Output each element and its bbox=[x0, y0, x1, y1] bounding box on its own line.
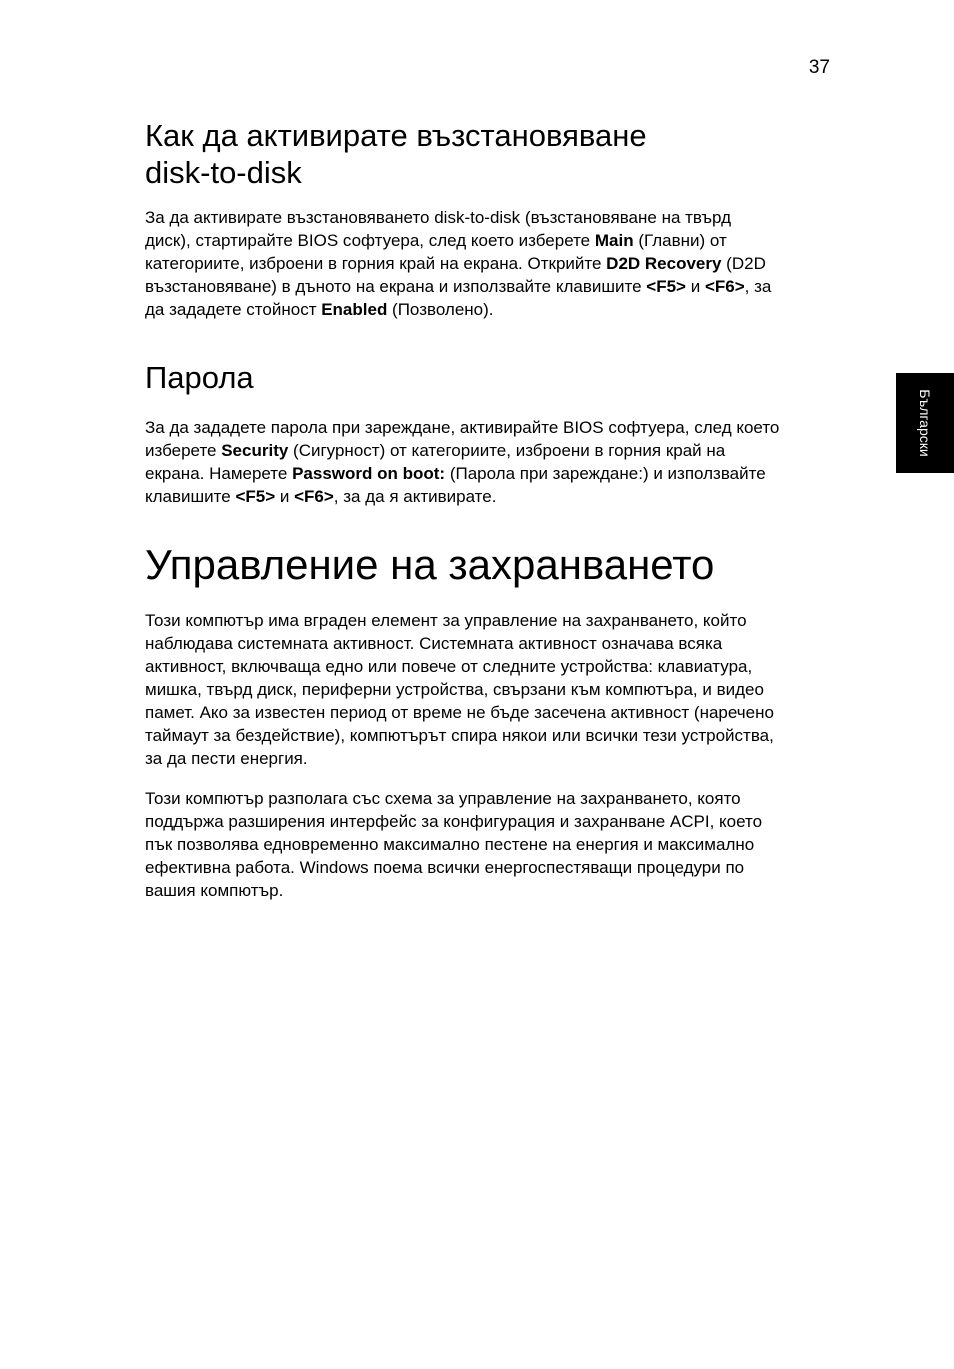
text-run: клавишите bbox=[145, 487, 236, 506]
paragraph-power-management-2 bbox=[145, 787, 762, 902]
bold-key-f5: <F5> bbox=[235, 487, 276, 506]
text-line: памет. Ако за известен период от време не бъде засечена активност (наречено bbox=[145, 703, 774, 722]
text-line: пък позволява едновременно максимално пестене на енергия и максимално bbox=[145, 835, 755, 854]
bold-term-password-on-boot: Password on boot: bbox=[292, 464, 446, 483]
text-run: диск), стартирайте BIOS софтуера, след което изберете bbox=[145, 231, 595, 250]
text-line: наблюдава системната активност. Системната активност означава всяка bbox=[145, 634, 723, 653]
text-line: вашия компютър. bbox=[145, 881, 284, 900]
paragraph-password bbox=[145, 416, 779, 508]
paragraph-power-management-1 bbox=[145, 609, 774, 770]
text-line: За да зададете парола при зареждане, активирайте BIOS софтуера, след което bbox=[145, 418, 780, 437]
text-line: мишка, твърд диск, периферни устройства, свързани към компютъра, и видео bbox=[145, 680, 764, 699]
text-line: активност, включваща едно или повече от следните устройства: клавиатура, bbox=[145, 657, 753, 676]
text-run: екрана. Намерете bbox=[145, 464, 293, 483]
text-line: Този компютър разполага със схема за управление на захранването, която bbox=[145, 789, 741, 808]
text-line: таймаут за бездействие), компютърът спира някои или всички тези устройства, bbox=[145, 726, 774, 745]
text-run: и bbox=[685, 277, 705, 296]
text-line: За да активирате възстановяването disk-to-disk (възстановяване на твърд bbox=[145, 208, 731, 227]
bold-term-security: Security bbox=[221, 441, 289, 460]
text-run: (Главни) от bbox=[633, 231, 727, 250]
text-line: за да пести енергия. bbox=[145, 749, 308, 768]
paragraph-d2d-recovery bbox=[145, 206, 771, 321]
text-line: ефективна работа. Windows поема всички енергоспестяващи процедури по bbox=[145, 858, 745, 877]
bold-key-f6: <F6> bbox=[704, 277, 745, 296]
text-line bbox=[145, 485, 779, 508]
heading-line: disk-to-disk bbox=[145, 155, 302, 190]
text-run: , за да я активирате. bbox=[333, 487, 497, 506]
text-line bbox=[145, 462, 779, 485]
bold-term-d2d-recovery: D2D Recovery bbox=[606, 254, 722, 273]
heading-d2d-recovery bbox=[145, 117, 647, 191]
text-line bbox=[145, 252, 771, 275]
text-line bbox=[145, 229, 771, 252]
text-run: (Парола при зареждане:) и използвайте bbox=[445, 464, 766, 483]
language-tab bbox=[896, 373, 954, 473]
heading-password: Парола bbox=[145, 360, 254, 395]
text-run: възстановяване) в дъното на екрана и използвайте клавишите bbox=[145, 277, 647, 296]
text-run: , за bbox=[744, 277, 772, 296]
text-line: поддържа разширения интерфейс за конфигурация и захранване ACPI, което bbox=[145, 812, 763, 831]
text-line: Този компютър има вграден елемент за управление на захранването, който bbox=[145, 611, 747, 630]
page-number: 37 bbox=[808, 57, 830, 78]
bold-key-f6: <F6> bbox=[294, 487, 334, 506]
text-line bbox=[145, 275, 771, 298]
text-run: да зададете стойност bbox=[145, 300, 322, 319]
heading-power-management: Управление на захранването bbox=[145, 541, 715, 588]
text-run: категориите, изброени в горния край на екрана. Открийте bbox=[145, 254, 607, 273]
bold-key-f5: <F5> bbox=[646, 277, 686, 296]
text-run: (Сигурност) от категориите, изброени в горния край на bbox=[288, 441, 726, 460]
text-run: и bbox=[275, 487, 295, 506]
text-line bbox=[145, 439, 779, 462]
bold-term-enabled: Enabled bbox=[321, 300, 388, 319]
bold-term-main: Main bbox=[594, 231, 634, 250]
text-run: (Позволено). bbox=[387, 300, 494, 319]
text-run: (D2D bbox=[721, 254, 766, 273]
heading-line: Как да активирате възстановяване bbox=[145, 118, 647, 153]
text-line bbox=[145, 298, 771, 321]
text-run: изберете bbox=[145, 441, 222, 460]
language-tab-label: Български bbox=[917, 389, 933, 457]
